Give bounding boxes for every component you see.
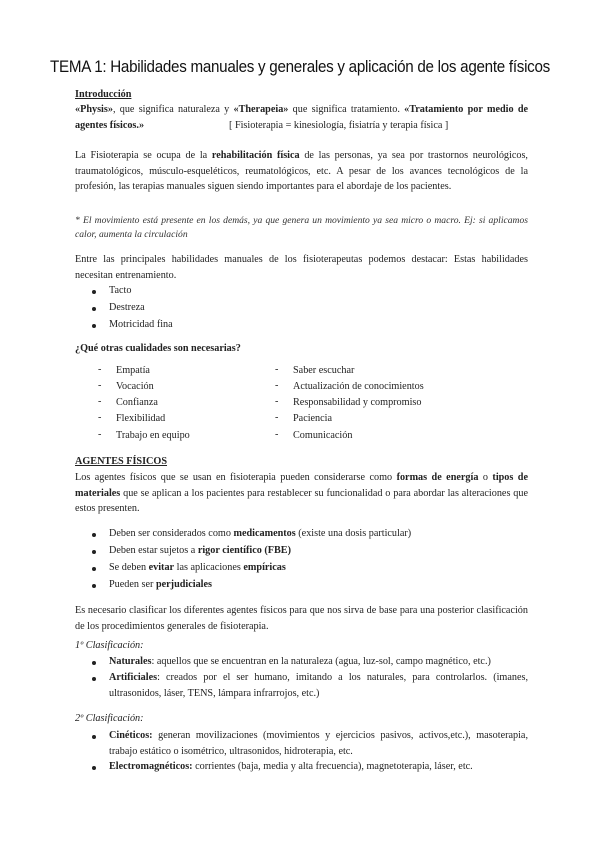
agents-bold-materials: tipos de materiales bbox=[75, 472, 528, 499]
classification-1-heading: 1º Clasificación: bbox=[75, 640, 144, 651]
agent-bullet-bold-2: empíricas bbox=[243, 562, 286, 573]
bullet-dot bbox=[92, 533, 96, 537]
therapeia-term: «Therapeia» bbox=[233, 104, 289, 115]
agents-bold-energy: formas de energía bbox=[396, 472, 479, 483]
agent-bullet bbox=[109, 543, 291, 559]
quality-item: Paciencia bbox=[293, 413, 333, 424]
quality-item: Confianza bbox=[116, 397, 158, 408]
paragraph-rehabilitation bbox=[75, 148, 528, 195]
dash-marker: - bbox=[98, 380, 102, 391]
bullet-dot bbox=[92, 677, 96, 681]
agent-bullet bbox=[109, 560, 286, 576]
quality-item: Vocación bbox=[116, 381, 154, 392]
qualities-heading: ¿Qué otras cualidades son necesarias? bbox=[75, 343, 241, 354]
quality-item: Responsabilidad y compromiso bbox=[293, 397, 422, 408]
movement-note: * El movimiento está presente en los demás, ya que genera un movimiento ya sea micro o macro. Ej: si aplicamos calor, aumenta la circulación bbox=[75, 215, 528, 240]
quality-item: Empatía bbox=[116, 365, 150, 376]
class2-item-text: generan movilizaciones (movimientos y ejercicios pasivos, activos,etc.), masoterapia, trabajo estático o isométrico, ultrasonidos, hidroterapia, etc. bbox=[109, 730, 528, 757]
class2-item bbox=[109, 759, 528, 775]
dash-marker: - bbox=[98, 364, 102, 375]
class2-item-bold: Electromagnéticos: bbox=[109, 761, 193, 772]
dash-marker: - bbox=[275, 412, 279, 423]
class1-item-text: : creados por el ser humano, imitando a los naturales, para controlarlos. (imanes, ultrasonidos, láser, TENS, lámpara infrarrojos, etc.) bbox=[109, 672, 528, 699]
agent-bullet-pre: Deben estar sujetos a bbox=[109, 545, 198, 556]
bullet-dot bbox=[92, 584, 96, 588]
intro-text-1: , que significa naturaleza y bbox=[112, 104, 234, 115]
agents-text-c: o bbox=[478, 472, 493, 483]
classification-2-heading: 2º Clasificación: bbox=[75, 713, 144, 724]
agent-bullet-bold: perjudiciales bbox=[155, 579, 212, 590]
bullet-dot bbox=[92, 550, 96, 554]
dash-marker: - bbox=[98, 396, 102, 407]
agent-bullet-bold: medicamentos bbox=[233, 528, 296, 539]
bullet-dot bbox=[92, 324, 96, 328]
page-title: TEMA 1: Habilidades manuales y generales y aplicación de los agente físicos bbox=[50, 58, 550, 76]
quality-item: Saber escuchar bbox=[293, 365, 355, 376]
agent-bullet bbox=[109, 526, 411, 542]
bullet-dot bbox=[92, 766, 96, 770]
treatment-definition: «Tratamiento por medio de agentes físicos.» bbox=[75, 104, 529, 131]
class2-item-text: corrientes (baja, media y alta frecuencia), magnetoterapia, láser, etc. bbox=[192, 761, 473, 772]
class2-item bbox=[109, 728, 528, 759]
agent-bullet bbox=[109, 577, 212, 593]
quality-item: Trabajo en equipo bbox=[116, 430, 190, 441]
intro-heading bbox=[75, 87, 131, 103]
class2-item-bold: Cinéticos: bbox=[109, 730, 153, 741]
skill-item: Destreza bbox=[109, 302, 145, 313]
class1-item bbox=[109, 654, 528, 670]
para1-text-a: La Fisioterapia se ocupa de la bbox=[75, 150, 212, 161]
agent-bullet-pre: Deben ser considerados como bbox=[109, 528, 234, 539]
dash-marker: - bbox=[275, 429, 279, 440]
class1-item-bold: Naturales bbox=[109, 656, 152, 667]
agents-heading bbox=[75, 454, 167, 470]
quality-item: Comunicación bbox=[293, 430, 353, 441]
agent-bullet-bold: evitar bbox=[148, 562, 175, 573]
bullet-dot bbox=[92, 307, 96, 311]
fisioterapia-equivalence: [ Fisioterapia = kinesiología, fisiatría y terapia física ] bbox=[229, 120, 449, 131]
agents-text-a: Los agentes físicos que se usan en fisioterapia pueden considerarse como bbox=[75, 472, 397, 483]
class1-item bbox=[109, 670, 528, 701]
agents-paragraph bbox=[75, 470, 528, 517]
bullet-dot bbox=[92, 290, 96, 294]
class1-item-bold: Artificiales bbox=[109, 672, 158, 683]
agents-text-e: que se aplican a los pacientes para restablecer su funcionalidad o para abordar las alteraciones que estos presenten. bbox=[75, 487, 528, 515]
dash-marker: - bbox=[98, 412, 102, 423]
dash-marker: - bbox=[98, 429, 102, 440]
para1-bold: rehabilitación física bbox=[211, 150, 300, 161]
para1-text-c: de las personas, ya sea por trastornos neurológicos, traumatológicos, músculo-esqueléticos, reumatológicos, etc. A pesar de los avances tecnológicos de la profesión, las terapias manuales siguen siendo importantes para el abordaje de los pacientes. bbox=[75, 150, 528, 193]
class1-item-text: : aquellos que se encuentran en la naturaleza (agua, luz-sol, campo magnético, etc.) bbox=[151, 656, 491, 667]
dash-marker: - bbox=[275, 380, 279, 391]
classification-paragraph: Es necesario clasificar los diferentes agentes físicos para que nos sirva de base para una posterior clasificación de los procedimientos generales de fisioterapia. bbox=[75, 605, 528, 632]
agent-bullet-pre: Pueden ser bbox=[109, 579, 156, 590]
skill-item: Motricidad fina bbox=[109, 319, 173, 330]
bullet-dot bbox=[92, 567, 96, 571]
skill-item: Tacto bbox=[109, 285, 132, 296]
intro-heading-text: Introducción bbox=[75, 89, 132, 100]
quality-item: Flexibilidad bbox=[116, 413, 166, 424]
physis-term: «Physis» bbox=[75, 104, 113, 115]
bullet-dot bbox=[92, 661, 96, 665]
agent-bullet-post: las aplicaciones bbox=[174, 562, 244, 573]
quality-item: Actualización de conocimientos bbox=[293, 381, 424, 392]
paragraph-manual-skills: Entre las principales habilidades manuales de los fisioterapeutas podemos destacar: Estas habilidades necesitan entrenamiento. bbox=[75, 254, 528, 281]
agent-bullet-post: (existe una dosis particular) bbox=[295, 528, 412, 539]
intro-text-2: que significa tratamiento. bbox=[288, 104, 405, 115]
bullet-dot bbox=[92, 735, 96, 739]
agent-bullet-pre: Se deben bbox=[109, 562, 149, 573]
agent-bullet-bold: rigor científico (FBE) bbox=[197, 545, 291, 556]
dash-marker: - bbox=[275, 396, 279, 407]
agents-heading-text: AGENTES FÍSICOS bbox=[75, 456, 168, 467]
dash-marker: - bbox=[275, 364, 279, 375]
